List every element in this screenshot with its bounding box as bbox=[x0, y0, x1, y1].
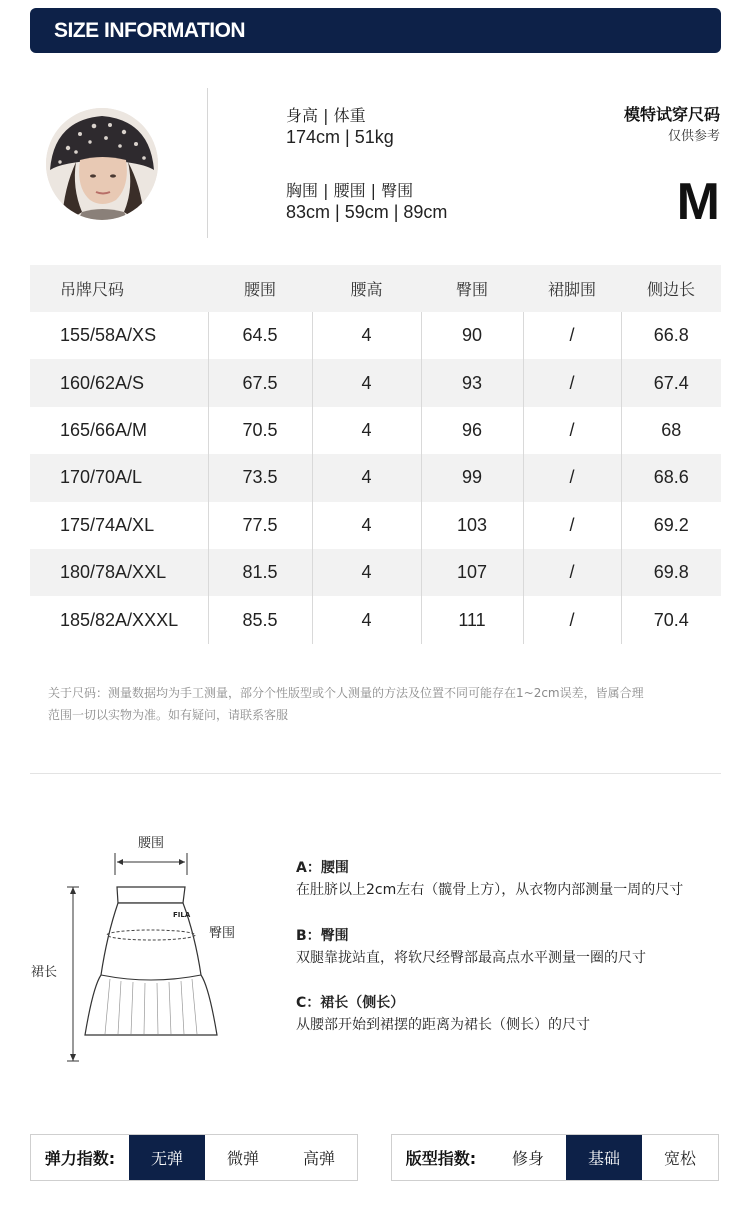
cell-waist-height: 4 bbox=[312, 596, 421, 643]
cell-hem: / bbox=[523, 312, 621, 359]
cell-waist: 73.5 bbox=[208, 454, 312, 501]
table-row bbox=[30, 502, 721, 549]
cell-size: 155/58A/XS bbox=[30, 312, 208, 359]
measure-a-desc: 在肚脐以上2cm左右（髋骨上方），从衣物内部测量一周的尺寸 bbox=[296, 882, 684, 898]
measure-b-desc: 双腿靠拢站直，将软尺经臀部最高点水平测量一圈的尺寸 bbox=[296, 950, 646, 966]
measure-a-title: A：腰围 bbox=[296, 860, 349, 876]
cell-hem: / bbox=[523, 454, 621, 501]
size-note-line-2: 范围一切以实物为准。如有疑问，请联系客服 bbox=[48, 708, 289, 722]
table-row bbox=[30, 549, 721, 596]
cell-waist: 64.5 bbox=[208, 312, 312, 359]
cell-hip: 96 bbox=[421, 407, 523, 454]
cell-side-length: 70.4 bbox=[653, 609, 689, 630]
cell-waist-height: 4 bbox=[312, 549, 421, 596]
vertical-divider bbox=[207, 88, 208, 238]
cell-waist: 85.5 bbox=[208, 596, 312, 643]
cell-hem: / bbox=[523, 502, 621, 549]
cell-waist-height: 4 bbox=[312, 502, 421, 549]
model-portrait-illustration bbox=[46, 108, 158, 220]
table-row bbox=[30, 359, 721, 406]
cell-waist: 67.5 bbox=[208, 359, 312, 406]
measurements-label: 胸围 | 腰围 | 臀围 bbox=[286, 181, 414, 200]
waist-diagram-label: 腰围 bbox=[137, 836, 165, 851]
cell-size: 165/66A/M bbox=[30, 407, 208, 454]
header-side-length: 侧边长 bbox=[621, 265, 721, 312]
hip-diagram-label: 臀围 bbox=[209, 926, 236, 941]
cell-hem: / bbox=[523, 596, 621, 643]
cell-side-length: 69.2 bbox=[653, 514, 689, 535]
elasticity-option-slight[interactable]: 微弹 bbox=[226, 1149, 259, 1168]
cell-waist-height: 4 bbox=[312, 312, 421, 359]
cell-size: 175/74A/XL bbox=[30, 502, 208, 549]
header-bar bbox=[30, 8, 721, 53]
cell-hip: 103 bbox=[421, 502, 523, 549]
cell-hem: / bbox=[523, 359, 621, 406]
height-weight-label: 身高 | 体重 bbox=[286, 106, 366, 125]
model-fit-subtitle: 仅供参考 bbox=[667, 129, 720, 144]
elasticity-scale bbox=[30, 1134, 358, 1181]
measure-c-title: C：裙长（侧长） bbox=[296, 995, 405, 1011]
measurements-value: 83cm | 59cm | 89cm bbox=[286, 202, 448, 222]
header-hip: 臀围 bbox=[421, 265, 523, 312]
cell-side-length: 68 bbox=[661, 419, 682, 440]
cell-waist: 81.5 bbox=[208, 549, 312, 596]
cell-waist-height: 4 bbox=[312, 407, 421, 454]
height-weight-value: 174cm | 51kg bbox=[286, 127, 394, 147]
cell-side-length: 68.6 bbox=[621, 454, 721, 501]
brand-mark: FILA bbox=[173, 911, 191, 919]
size-note-line-1: 关于尺码：测量数据均为手工测量，部分个性版型或个人测量的方法及位置不同可能存在1~2cm误差，皆属合理 bbox=[48, 686, 644, 700]
cell-size: 180/78A/XXL bbox=[30, 549, 208, 596]
cell-size: 170/70A/L bbox=[30, 454, 208, 501]
table-row bbox=[30, 312, 721, 359]
size-note bbox=[48, 682, 728, 726]
model-avatar bbox=[46, 108, 158, 220]
table-row bbox=[30, 596, 721, 643]
cell-waist-height: 4 bbox=[312, 454, 421, 501]
table-row bbox=[30, 454, 721, 501]
cell-hip: 99 bbox=[421, 454, 523, 501]
fit-type-option-slim[interactable]: 修身 bbox=[511, 1149, 544, 1168]
cell-hip: 111 bbox=[421, 596, 523, 643]
cell-hip: 107 bbox=[421, 549, 523, 596]
cell-hem: / bbox=[523, 407, 621, 454]
cell-size: 160/62A/S bbox=[30, 359, 208, 406]
fit-type-scale bbox=[391, 1134, 719, 1181]
cell-hem: / bbox=[523, 549, 621, 596]
length-diagram-label: 裙长 bbox=[31, 965, 58, 980]
cell-hip: 90 bbox=[421, 312, 523, 359]
cell-waist: 77.5 bbox=[208, 502, 312, 549]
skirt-waistband bbox=[117, 887, 185, 903]
model-fit-size: M bbox=[676, 173, 720, 231]
model-fit-title: 模特试穿尺码 bbox=[623, 105, 720, 124]
header-waist-height: 腰高 bbox=[312, 265, 421, 312]
header-title: SIZE INFORMATION bbox=[54, 19, 246, 42]
table-header-row bbox=[30, 265, 721, 312]
section-divider bbox=[30, 773, 721, 774]
fit-type-option-regular[interactable]: 基础 bbox=[566, 1135, 642, 1180]
header-size: 吊牌尺码 bbox=[30, 265, 208, 312]
cell-waist-height: 4 bbox=[312, 359, 421, 406]
fit-type-option-loose[interactable]: 宽松 bbox=[663, 1149, 696, 1168]
cell-hip: 93 bbox=[421, 359, 523, 406]
header-waist: 腰围 bbox=[208, 265, 312, 312]
header-hem: 裙脚围 bbox=[523, 265, 621, 312]
skirt-diagram bbox=[25, 825, 265, 1075]
measure-b-title: B：臀围 bbox=[296, 928, 349, 944]
cell-waist: 70.5 bbox=[208, 407, 312, 454]
cell-size: 185/82A/XXXL bbox=[30, 596, 208, 643]
elasticity-option-high[interactable]: 高弹 bbox=[302, 1149, 335, 1168]
elasticity-option-none[interactable]: 无弹 bbox=[129, 1135, 205, 1180]
fit-type-label: 版型指数: bbox=[405, 1149, 477, 1168]
elasticity-label: 弹力指数: bbox=[44, 1149, 116, 1168]
skirt-body bbox=[85, 903, 217, 1035]
measure-c-desc: 从腰部开始到裙摆的距离为裙长（侧长）的尺寸 bbox=[296, 1017, 590, 1033]
cell-side-length: 69.8 bbox=[621, 549, 721, 596]
size-table bbox=[30, 265, 721, 644]
table-row bbox=[30, 407, 721, 454]
cell-side-length: 67.4 bbox=[621, 359, 721, 406]
cell-side-length: 66.8 bbox=[653, 325, 689, 346]
